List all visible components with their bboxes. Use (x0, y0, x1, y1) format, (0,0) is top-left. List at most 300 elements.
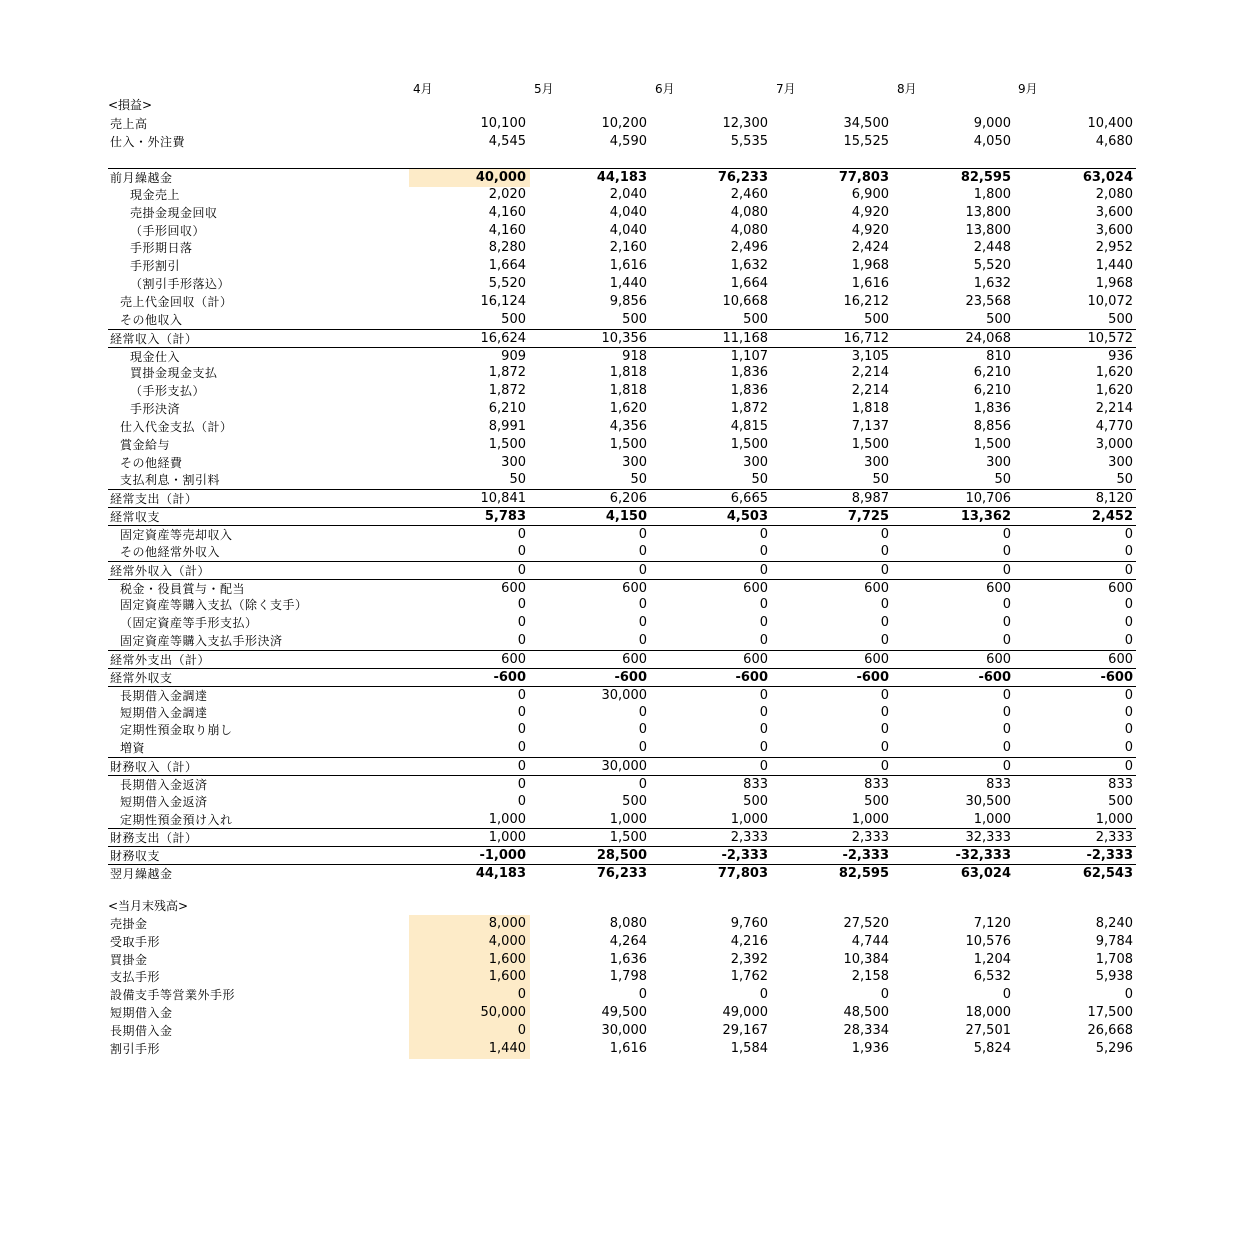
value-cell: 6,665 (730, 491, 768, 507)
value-cell: 4,590 (609, 133, 647, 149)
value-cell: 0 (517, 722, 526, 738)
value-cell: 1,620 (609, 401, 647, 417)
balance-row (108, 915, 1136, 933)
value-cell: 2,460 (730, 186, 768, 202)
value-cell: 2,214 (851, 383, 889, 399)
month-header-6: 6月 (655, 82, 675, 96)
value-cell: 0 (880, 722, 889, 738)
value-cell: 9,784 (1095, 933, 1133, 949)
value-cell: 0 (1124, 597, 1133, 613)
value-cell: 1,107 (730, 348, 768, 364)
value-cell: 936 (1108, 348, 1133, 364)
value-cell: 5,783 (484, 509, 526, 525)
value-cell: 4,680 (1095, 133, 1133, 149)
value-cell: 0 (1124, 987, 1133, 1003)
cashflow-row (108, 525, 1136, 544)
value-cell: 0 (880, 759, 889, 775)
value-cell: 4,040 (609, 204, 647, 220)
row-label: 長期借入金 (110, 1023, 173, 1038)
value-cell: 6,532 (973, 969, 1011, 985)
value-cell: 833 (864, 776, 889, 792)
row-label: 固定資産等売却収入 (120, 528, 233, 542)
value-cell: 0 (1002, 527, 1011, 542)
cashflow-row (108, 418, 1136, 436)
value-cell: 1,616 (609, 258, 647, 274)
value-cell: 600 (743, 580, 768, 596)
value-cell: 1,600 (488, 951, 526, 967)
value-cell: 0 (1124, 615, 1133, 631)
value-cell: 30,500 (965, 793, 1011, 809)
row-label: 長期借入金調達 (120, 688, 208, 703)
cashflow-row (108, 347, 1136, 366)
value-cell: 17,500 (1087, 1005, 1133, 1020)
row-label: （手形回収） (130, 223, 206, 238)
value-cell: 4,160 (488, 204, 526, 220)
value-cell: 13,362 (960, 509, 1011, 525)
value-cell: 500 (864, 311, 889, 327)
value-cell: 0 (638, 562, 647, 578)
value-cell: 0 (880, 543, 889, 559)
value-cell: 0 (517, 759, 526, 775)
row-label: 短期借入金 (110, 1006, 173, 1020)
row-label: 売掛金 (110, 917, 148, 931)
value-cell: 8,280 (488, 240, 526, 256)
value-cell: 300 (986, 454, 1011, 470)
row-label: 売上代金回収（計） (120, 294, 233, 309)
cashflow-row (108, 257, 1136, 275)
value-cell: 1,636 (609, 951, 647, 967)
value-cell: 2,040 (609, 186, 647, 202)
value-cell: 2,392 (730, 951, 768, 967)
value-cell: 1,000 (973, 811, 1011, 827)
cashflow-row (108, 454, 1136, 472)
value-cell: 0 (759, 633, 768, 649)
cashflow-row (108, 596, 1136, 614)
value-cell: 7,725 (847, 509, 889, 525)
value-cell: 7,137 (851, 418, 889, 434)
value-cell: 8,987 (851, 491, 889, 507)
value-cell: 48,500 (843, 1005, 889, 1020)
value-cell: 0 (880, 987, 889, 1003)
value-cell: 0 (517, 687, 526, 703)
value-cell: 6,206 (609, 491, 647, 507)
balance-row (108, 968, 1136, 986)
cashflow-row (108, 828, 1136, 847)
value-cell: -2,333 (721, 848, 768, 864)
cashflow-row (108, 614, 1136, 632)
value-cell: 2,214 (851, 365, 889, 381)
value-cell: 32,333 (965, 830, 1011, 846)
cashflow-row (108, 275, 1136, 293)
value-cell: 1,818 (609, 383, 647, 399)
value-cell: 0 (638, 633, 647, 649)
value-cell: 3,000 (1095, 436, 1133, 452)
value-cell: 1,584 (730, 1040, 768, 1056)
value-cell: 1,000 (851, 811, 889, 827)
month-header-5: 5月 (534, 82, 554, 96)
value-cell: 9,000 (973, 116, 1011, 131)
value-cell: 1,440 (488, 1040, 526, 1056)
section-title-balance: <当月末残高> (108, 899, 189, 913)
value-cell: 0 (1124, 562, 1133, 578)
value-cell: 0 (880, 615, 889, 631)
row-label: 賞金給与 (120, 437, 171, 452)
value-cell: 10,400 (1087, 116, 1133, 131)
value-cell: 600 (864, 580, 889, 596)
value-cell: 500 (743, 793, 768, 809)
cashflow-row (108, 686, 1136, 705)
cashflow-row (108, 864, 1136, 883)
value-cell: 0 (638, 776, 647, 792)
balance-row (108, 1040, 1136, 1058)
row-label: 長期借入金返済 (120, 777, 208, 792)
value-cell: 4,040 (609, 222, 647, 238)
cashflow-row (108, 364, 1136, 382)
value-cell: 500 (622, 311, 647, 327)
row-label: 固定資産等購入支払手形決済 (120, 634, 283, 649)
value-cell: 0 (517, 633, 526, 649)
value-cell: 0 (1002, 687, 1011, 703)
value-cell: 600 (864, 651, 889, 667)
value-cell: 10,200 (601, 116, 647, 131)
cashflow-row (108, 204, 1136, 222)
value-cell: 77,803 (717, 866, 768, 882)
value-cell: 0 (1002, 722, 1011, 738)
cashflow-row (108, 632, 1136, 650)
value-cell: -2,333 (842, 848, 889, 864)
value-cell: 0 (1124, 740, 1133, 756)
value-cell: 1,836 (973, 401, 1011, 417)
value-cell: 30,000 (601, 687, 647, 703)
value-cell: 500 (622, 793, 647, 809)
value-cell: 10,384 (843, 951, 889, 967)
cashflow-row (108, 811, 1136, 829)
value-cell: 0 (638, 722, 647, 738)
value-cell: 50 (872, 472, 889, 488)
value-cell: 500 (1108, 793, 1133, 809)
value-cell: 500 (864, 793, 889, 809)
row-label: 仕入・外注費 (110, 134, 186, 149)
value-cell: 4,770 (1095, 418, 1133, 434)
value-cell: 1,500 (730, 436, 768, 452)
value-cell: 0 (759, 740, 768, 756)
value-cell: 49,000 (722, 1005, 768, 1020)
value-cell: 8,240 (1095, 916, 1133, 931)
value-cell: 2,333 (1095, 830, 1133, 846)
value-cell: 50 (994, 472, 1011, 488)
value-cell: 9,856 (609, 293, 647, 309)
balance-row (108, 951, 1136, 969)
value-cell: 34,500 (843, 116, 889, 131)
value-cell: -600 (978, 669, 1011, 685)
row-label: 仕入代金支払（計） (120, 419, 233, 434)
row-label: 短期借入金調達 (120, 705, 208, 720)
cashflow-row (108, 668, 1136, 687)
value-cell: 4,744 (851, 933, 889, 949)
value-cell: 0 (517, 562, 526, 578)
value-cell: 16,124 (480, 293, 526, 309)
value-cell: 3,600 (1095, 222, 1133, 238)
value-cell: 0 (880, 740, 889, 756)
value-cell: 2,333 (730, 830, 768, 846)
value-cell: 5,520 (973, 258, 1011, 274)
month-header-9: 9月 (1018, 82, 1038, 96)
value-cell: 300 (622, 454, 647, 470)
value-cell: -600 (856, 669, 889, 685)
value-cell: 4,356 (609, 418, 647, 434)
value-cell: 4,000 (488, 933, 526, 949)
value-cell: 0 (880, 527, 889, 542)
value-cell: 0 (638, 704, 647, 720)
value-cell: 4,050 (973, 133, 1011, 149)
value-cell: 6,210 (973, 383, 1011, 399)
value-cell: 5,824 (973, 1040, 1011, 1056)
row-label: 財務支出（計） (110, 831, 198, 846)
value-cell: 0 (759, 543, 768, 559)
value-cell: 0 (880, 687, 889, 703)
value-cell: 0 (1124, 543, 1133, 559)
value-cell: 5,938 (1095, 969, 1133, 985)
value-cell: 27,520 (843, 916, 889, 931)
cashflow-row (108, 168, 1136, 187)
balance-row (108, 986, 1136, 1004)
value-cell: 1,872 (730, 401, 768, 417)
value-cell: 0 (517, 615, 526, 631)
value-cell: 5,520 (488, 276, 526, 292)
value-cell: 2,214 (1095, 401, 1133, 417)
value-cell: 0 (517, 1022, 526, 1038)
cashflow-row (108, 507, 1136, 526)
cashflow-row (108, 382, 1136, 400)
row-label: 経常支出（計） (110, 492, 198, 507)
value-cell: 16,712 (843, 330, 889, 346)
value-cell: 6,900 (851, 186, 889, 202)
value-cell: 6,210 (973, 365, 1011, 381)
value-cell: 0 (517, 597, 526, 613)
row-label: 現金仕入 (130, 349, 181, 364)
value-cell: 1,620 (1095, 365, 1133, 381)
value-cell: 0 (638, 543, 647, 559)
value-cell: 1,818 (609, 365, 647, 381)
value-cell: 300 (864, 454, 889, 470)
value-cell: 0 (638, 527, 647, 542)
cashflow-row (108, 400, 1136, 418)
value-cell: 4,920 (851, 222, 889, 238)
value-cell: 2,452 (1091, 509, 1133, 525)
value-cell: -600 (735, 669, 768, 685)
row-label: その他経常外収入 (120, 544, 221, 559)
value-cell: 0 (517, 527, 526, 542)
row-label: 経常外収入（計） (110, 563, 211, 578)
value-cell: 10,356 (601, 330, 647, 346)
value-cell: 0 (759, 759, 768, 775)
value-cell: 500 (743, 311, 768, 327)
value-cell: 30,000 (601, 1022, 647, 1038)
value-cell: 4,545 (488, 133, 526, 149)
value-cell: 0 (1002, 740, 1011, 756)
row-label: 手形期日落 (130, 241, 193, 256)
value-cell: 909 (501, 348, 526, 364)
value-cell: -600 (614, 669, 647, 685)
row-label: 経常外支出（計） (110, 652, 211, 667)
row-label: 定期性預金預け入れ (120, 812, 233, 827)
value-cell: 0 (1002, 704, 1011, 720)
value-cell: 4,150 (605, 509, 647, 525)
row-label: （固定資産等手形支払） (120, 616, 258, 631)
value-cell: 1,632 (973, 276, 1011, 292)
value-cell: 500 (1108, 311, 1133, 327)
value-cell: 50 (751, 472, 768, 488)
row-label: 経常収入（計） (110, 331, 198, 346)
value-cell: 0 (759, 987, 768, 1003)
value-cell: 2,080 (1095, 186, 1133, 202)
value-cell: 0 (759, 704, 768, 720)
cashflow-row (108, 846, 1136, 865)
value-cell: 50,000 (480, 1005, 526, 1020)
row-label: 前月繰越金 (110, 171, 173, 185)
value-cell: 2,952 (1095, 240, 1133, 256)
cashflow-row (108, 579, 1136, 598)
value-cell: 10,572 (1087, 330, 1133, 346)
cashflow-row (108, 561, 1136, 580)
balance-row (108, 933, 1136, 951)
value-cell: 1,836 (730, 365, 768, 381)
value-cell: 12,300 (722, 116, 768, 131)
value-cell: 1,440 (609, 276, 647, 292)
row-label: 経常収支 (110, 510, 161, 525)
month-header-8: 8月 (897, 82, 917, 96)
value-cell: 16,212 (843, 293, 889, 309)
value-cell: 1,500 (609, 436, 647, 452)
value-cell: 1,000 (488, 811, 526, 827)
value-cell: 600 (622, 580, 647, 596)
value-cell: 1,818 (851, 401, 889, 417)
cashflow-row (108, 721, 1136, 739)
value-cell: 0 (517, 793, 526, 809)
row-label: 固定資産等購入支払（除く支手） (120, 598, 308, 613)
value-cell: 500 (986, 311, 1011, 327)
value-cell: 300 (1108, 454, 1133, 470)
value-cell: 0 (1002, 633, 1011, 649)
value-cell: 82,595 (838, 866, 889, 882)
value-cell: 2,448 (973, 240, 1011, 256)
row-label: 定期性預金取り崩し (120, 723, 233, 738)
value-cell: 0 (638, 987, 647, 1003)
value-cell: 2,020 (488, 186, 526, 202)
row-label: 翌月繰越金 (110, 867, 173, 882)
value-cell: 4,264 (609, 933, 647, 949)
value-cell: 8,856 (973, 418, 1011, 434)
value-cell: 600 (1108, 651, 1133, 667)
value-cell: 1,936 (851, 1040, 889, 1056)
value-cell: 63,024 (960, 866, 1011, 882)
row-label: （手形支払） (130, 384, 206, 399)
value-cell: 50 (1116, 472, 1133, 488)
value-cell: 0 (759, 722, 768, 738)
value-cell: 0 (880, 633, 889, 649)
value-cell: 0 (1002, 543, 1011, 559)
value-cell: 13,800 (965, 204, 1011, 220)
value-cell: 1,616 (609, 1040, 647, 1056)
value-cell: 3,600 (1095, 204, 1133, 220)
value-cell: -2,333 (1086, 848, 1133, 864)
value-cell: 76,233 (596, 866, 647, 882)
value-cell: -1,000 (479, 848, 526, 864)
value-cell: 500 (501, 311, 526, 327)
value-cell: 600 (622, 651, 647, 667)
value-cell: 82,595 (960, 170, 1011, 185)
value-cell: 3,105 (851, 348, 889, 364)
value-cell: 1,664 (730, 276, 768, 292)
pl-row (108, 115, 1136, 133)
value-cell: 833 (1108, 776, 1133, 792)
row-label: 売掛金現金回収 (130, 205, 218, 220)
value-cell: 300 (501, 454, 526, 470)
value-cell: 10,841 (480, 491, 526, 507)
value-cell: 4,503 (726, 509, 768, 525)
value-cell: 0 (759, 597, 768, 613)
value-cell: 0 (1124, 527, 1133, 542)
cashflow-row (108, 650, 1136, 669)
value-cell: 15,525 (843, 133, 889, 149)
value-cell: 0 (880, 704, 889, 720)
value-cell: 44,183 (475, 866, 526, 882)
value-cell: 0 (517, 704, 526, 720)
value-cell: 5,535 (730, 133, 768, 149)
row-label: 受取手形 (110, 934, 161, 949)
value-cell: 0 (880, 562, 889, 578)
row-label: （割引手形落込） (130, 277, 231, 292)
value-cell: 1,836 (730, 383, 768, 399)
value-cell: 44,183 (596, 170, 647, 185)
value-cell: 1,762 (730, 969, 768, 985)
value-cell: 0 (638, 615, 647, 631)
value-cell: 1,664 (488, 258, 526, 274)
value-cell: -32,333 (955, 848, 1011, 864)
row-label: 増資 (120, 741, 146, 756)
value-cell: 1,600 (488, 969, 526, 985)
value-cell: 0 (517, 776, 526, 792)
value-cell: 1,620 (1095, 383, 1133, 399)
row-label: 税金・役員賞与・配当 (120, 581, 246, 596)
value-cell: 13,800 (965, 222, 1011, 238)
value-cell: 8,991 (488, 418, 526, 434)
value-cell: 8,000 (488, 916, 526, 931)
value-cell: 8,120 (1095, 491, 1133, 507)
value-cell: 0 (759, 527, 768, 542)
cashflow-row (108, 757, 1136, 776)
value-cell: 0 (1124, 704, 1133, 720)
row-label: 支払利息・割引料 (120, 473, 221, 488)
value-cell: 0 (517, 987, 526, 1003)
value-cell: 1,000 (730, 811, 768, 827)
balance-row (108, 1004, 1136, 1022)
value-cell: 10,072 (1087, 293, 1133, 309)
value-cell: 2,333 (851, 830, 889, 846)
value-cell: 1,872 (488, 383, 526, 399)
value-cell: 810 (986, 348, 1011, 364)
value-cell: 10,706 (965, 491, 1011, 507)
value-cell: 10,576 (965, 933, 1011, 949)
value-cell: 4,216 (730, 933, 768, 949)
value-cell: 1,968 (1095, 276, 1133, 292)
value-cell: 833 (743, 776, 768, 792)
value-cell: 300 (743, 454, 768, 470)
value-cell: 0 (1002, 615, 1011, 631)
value-cell: 16,624 (480, 330, 526, 346)
value-cell: 77,803 (838, 170, 889, 185)
value-cell: 0 (638, 597, 647, 613)
